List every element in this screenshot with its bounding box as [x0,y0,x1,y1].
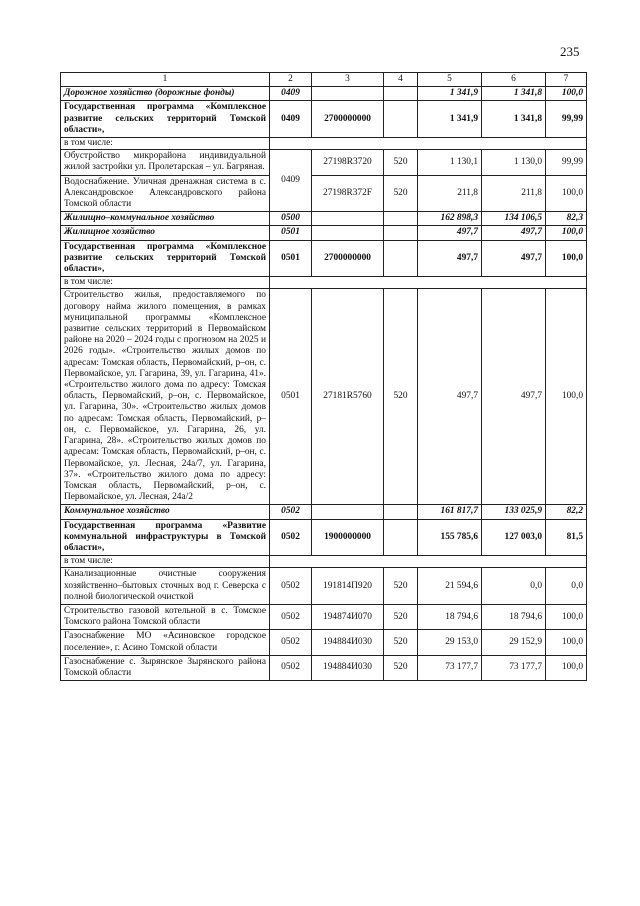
row-name: Государственная программа «Развитие коммунальной инфраструктуры в Томской области», [61,519,270,556]
row-plan: 497,7 [418,226,482,240]
row-section: 0502 [270,519,312,556]
row-pct: 82,3 [546,212,587,226]
row-fact: 1 341,8 [482,101,546,138]
row-name: Канализационные очистные сооружения хозяйственно–бытовых сточных вод г. Северска с полной биологической очисткой [61,568,270,605]
row-target [312,505,384,519]
table-row [61,630,587,655]
table-row [61,604,587,629]
column-header: 7 [546,73,587,87]
column-header: 1 [61,73,270,87]
row-pct: 0,0 [546,568,587,605]
row-section: 0409 [270,87,312,101]
row-vr: 520 [384,630,418,655]
row-name: Жилищное хозяйство [61,226,270,240]
row-plan: 497,7 [418,289,482,505]
row-vr [384,505,418,519]
row-section: 0501 [270,289,312,505]
row-vr: 520 [384,150,418,175]
row-fact: 0,0 [482,568,546,605]
row-section: 0502 [270,505,312,519]
row-vr [384,519,418,556]
table-row [61,505,587,519]
row-name: в том числе: [61,277,270,289]
row-section: 0501 [270,226,312,240]
budget-table [60,72,587,681]
row-plan: 73 177,7 [418,655,482,680]
row-target [312,226,384,240]
table-row [61,240,587,277]
row-name: Строительство жилья, предоставляемого по договору найма жилого помещения, в рамках муниципальной программы «Комплексное развитие сельских территорий в Первомайском районе на 2020 – 2024 годы с прогнозом на 2025 и 2026 годы». «Строительство жилых домов по адресам: Томская область, Первомайский, р–он, с. Первомайское, ул. Гагарина, 39, ул. Гагарина, 41». «Строительство жилого дома по адресу: Томская область, Первомайский, р–он, с. Первомайское, ул. Гагарина, 30». «Строительство жилых домов по адресам: Томская область, Первомайский, р–он, с. Первомайское, ул. Гагарина, 26, ул. Гагарина, 28». «Строительство жилых домов по адресам: Томская область, Первомайский, р–он, с. Первомайское, ул. Лесная, 24а/7, ул. Гагарина, 37». «Строительство жилого дома по адресу: Томская область, Первомайский, р–он, с. Первомайское, ул. Лесная, 24а/2 [61,289,270,505]
row-section: 0502 [270,604,312,629]
row-fact: 127 003,0 [482,519,546,556]
row-plan: 155 785,6 [418,519,482,556]
row-vr: 520 [384,175,418,212]
row-vr: 520 [384,655,418,680]
row-fact: 497,7 [482,240,546,277]
empty-cell [270,556,587,568]
row-vr [384,240,418,277]
row-name: Обустройство микрорайона индивидуальной жилой застройки ул. Пролетарская – ул. Багряная. [61,150,270,175]
empty-cell [270,138,587,150]
column-header: 4 [384,73,418,87]
column-header: 3 [312,73,384,87]
row-target: 1900000000 [312,519,384,556]
page-number: 235 [560,44,580,59]
row-name: в том числе: [61,138,270,150]
row-pct: 100,0 [546,226,587,240]
table-row [61,87,587,101]
row-section: 0502 [270,568,312,605]
row-fact: 497,7 [482,289,546,505]
row-plan: 161 817,7 [418,505,482,519]
row-name: Государственная программа «Комплексное развитие сельских территорий Томской области», [61,101,270,138]
row-target: 191814П920 [312,568,384,605]
table-row [61,277,587,289]
table-row [61,101,587,138]
row-section: 0409 [270,150,312,212]
row-pct: 99,99 [546,150,587,175]
row-section: 0500 [270,212,312,226]
table-row [61,655,587,680]
row-pct: 100,0 [546,655,587,680]
row-target [312,212,384,226]
row-vr [384,87,418,101]
row-plan: 497,7 [418,240,482,277]
row-target: 27198R3720 [312,150,384,175]
table-row [61,568,587,605]
row-name: Жилищно–коммунальное хозяйство [61,212,270,226]
row-pct: 100,0 [546,240,587,277]
table-row [61,175,587,212]
row-name: в том числе: [61,556,270,568]
row-section: 0501 [270,240,312,277]
row-section: 0502 [270,655,312,680]
row-plan: 1 341,9 [418,101,482,138]
table-row [61,556,587,568]
row-fact: 133 025,9 [482,505,546,519]
row-fact: 134 106,5 [482,212,546,226]
table-row [61,212,587,226]
row-pct: 100,0 [546,87,587,101]
row-name: Дорожное хозяйство (дорожные фонды) [61,87,270,101]
row-plan: 21 594,6 [418,568,482,605]
row-target: 194884И030 [312,655,384,680]
row-vr [384,101,418,138]
row-pct: 100,0 [546,175,587,212]
row-target: 27181R5760 [312,289,384,505]
column-header: 5 [418,73,482,87]
row-target: 2700000000 [312,240,384,277]
row-name: Газоснабжение МО «Асиновское городское поселение», г. Асино Томской области [61,630,270,655]
row-name: Коммунальное хозяйство [61,505,270,519]
row-pct: 100,0 [546,289,587,505]
row-plan: 18 794,6 [418,604,482,629]
row-pct: 100,0 [546,604,587,629]
row-pct: 81,5 [546,519,587,556]
column-header: 6 [482,73,546,87]
table-row [61,138,587,150]
row-plan: 1 341,9 [418,87,482,101]
row-fact: 29 152,9 [482,630,546,655]
row-fact: 18 794,6 [482,604,546,629]
empty-cell [270,277,587,289]
row-target: 2700000000 [312,101,384,138]
table-row [61,226,587,240]
row-target: 194874И070 [312,604,384,629]
row-vr: 520 [384,604,418,629]
row-fact: 1 341,8 [482,87,546,101]
table-header-row [61,73,587,87]
row-name: Газоснабжение с. Зырянское Зырянского района Томской области [61,655,270,680]
row-fact: 211,8 [482,175,546,212]
table-row [61,519,587,556]
row-vr: 520 [384,289,418,505]
row-target [312,87,384,101]
row-plan: 211,8 [418,175,482,212]
column-header: 2 [270,73,312,87]
row-fact: 497,7 [482,226,546,240]
row-plan: 162 898,3 [418,212,482,226]
row-section: 0502 [270,630,312,655]
row-fact: 1 130,0 [482,150,546,175]
row-plan: 29 153,0 [418,630,482,655]
row-vr [384,212,418,226]
row-pct: 99,99 [546,101,587,138]
row-target: 194884И030 [312,630,384,655]
row-target: 27198R372F [312,175,384,212]
row-pct: 82,2 [546,505,587,519]
row-plan: 1 130,1 [418,150,482,175]
row-vr: 520 [384,568,418,605]
row-section: 0409 [270,101,312,138]
row-fact: 73 177,7 [482,655,546,680]
row-name: Государственная программа «Комплексное развитие сельских территорий Томской области», [61,240,270,277]
table-row [61,150,587,175]
row-vr [384,226,418,240]
table-row [61,289,587,505]
row-name: Водоснабжение. Уличная дренажная система в с. Александровское Александровского района Томской области [61,175,270,212]
row-name: Строительство газовой котельной в с. Томское Томского района Томской области [61,604,270,629]
row-pct: 100,0 [546,630,587,655]
